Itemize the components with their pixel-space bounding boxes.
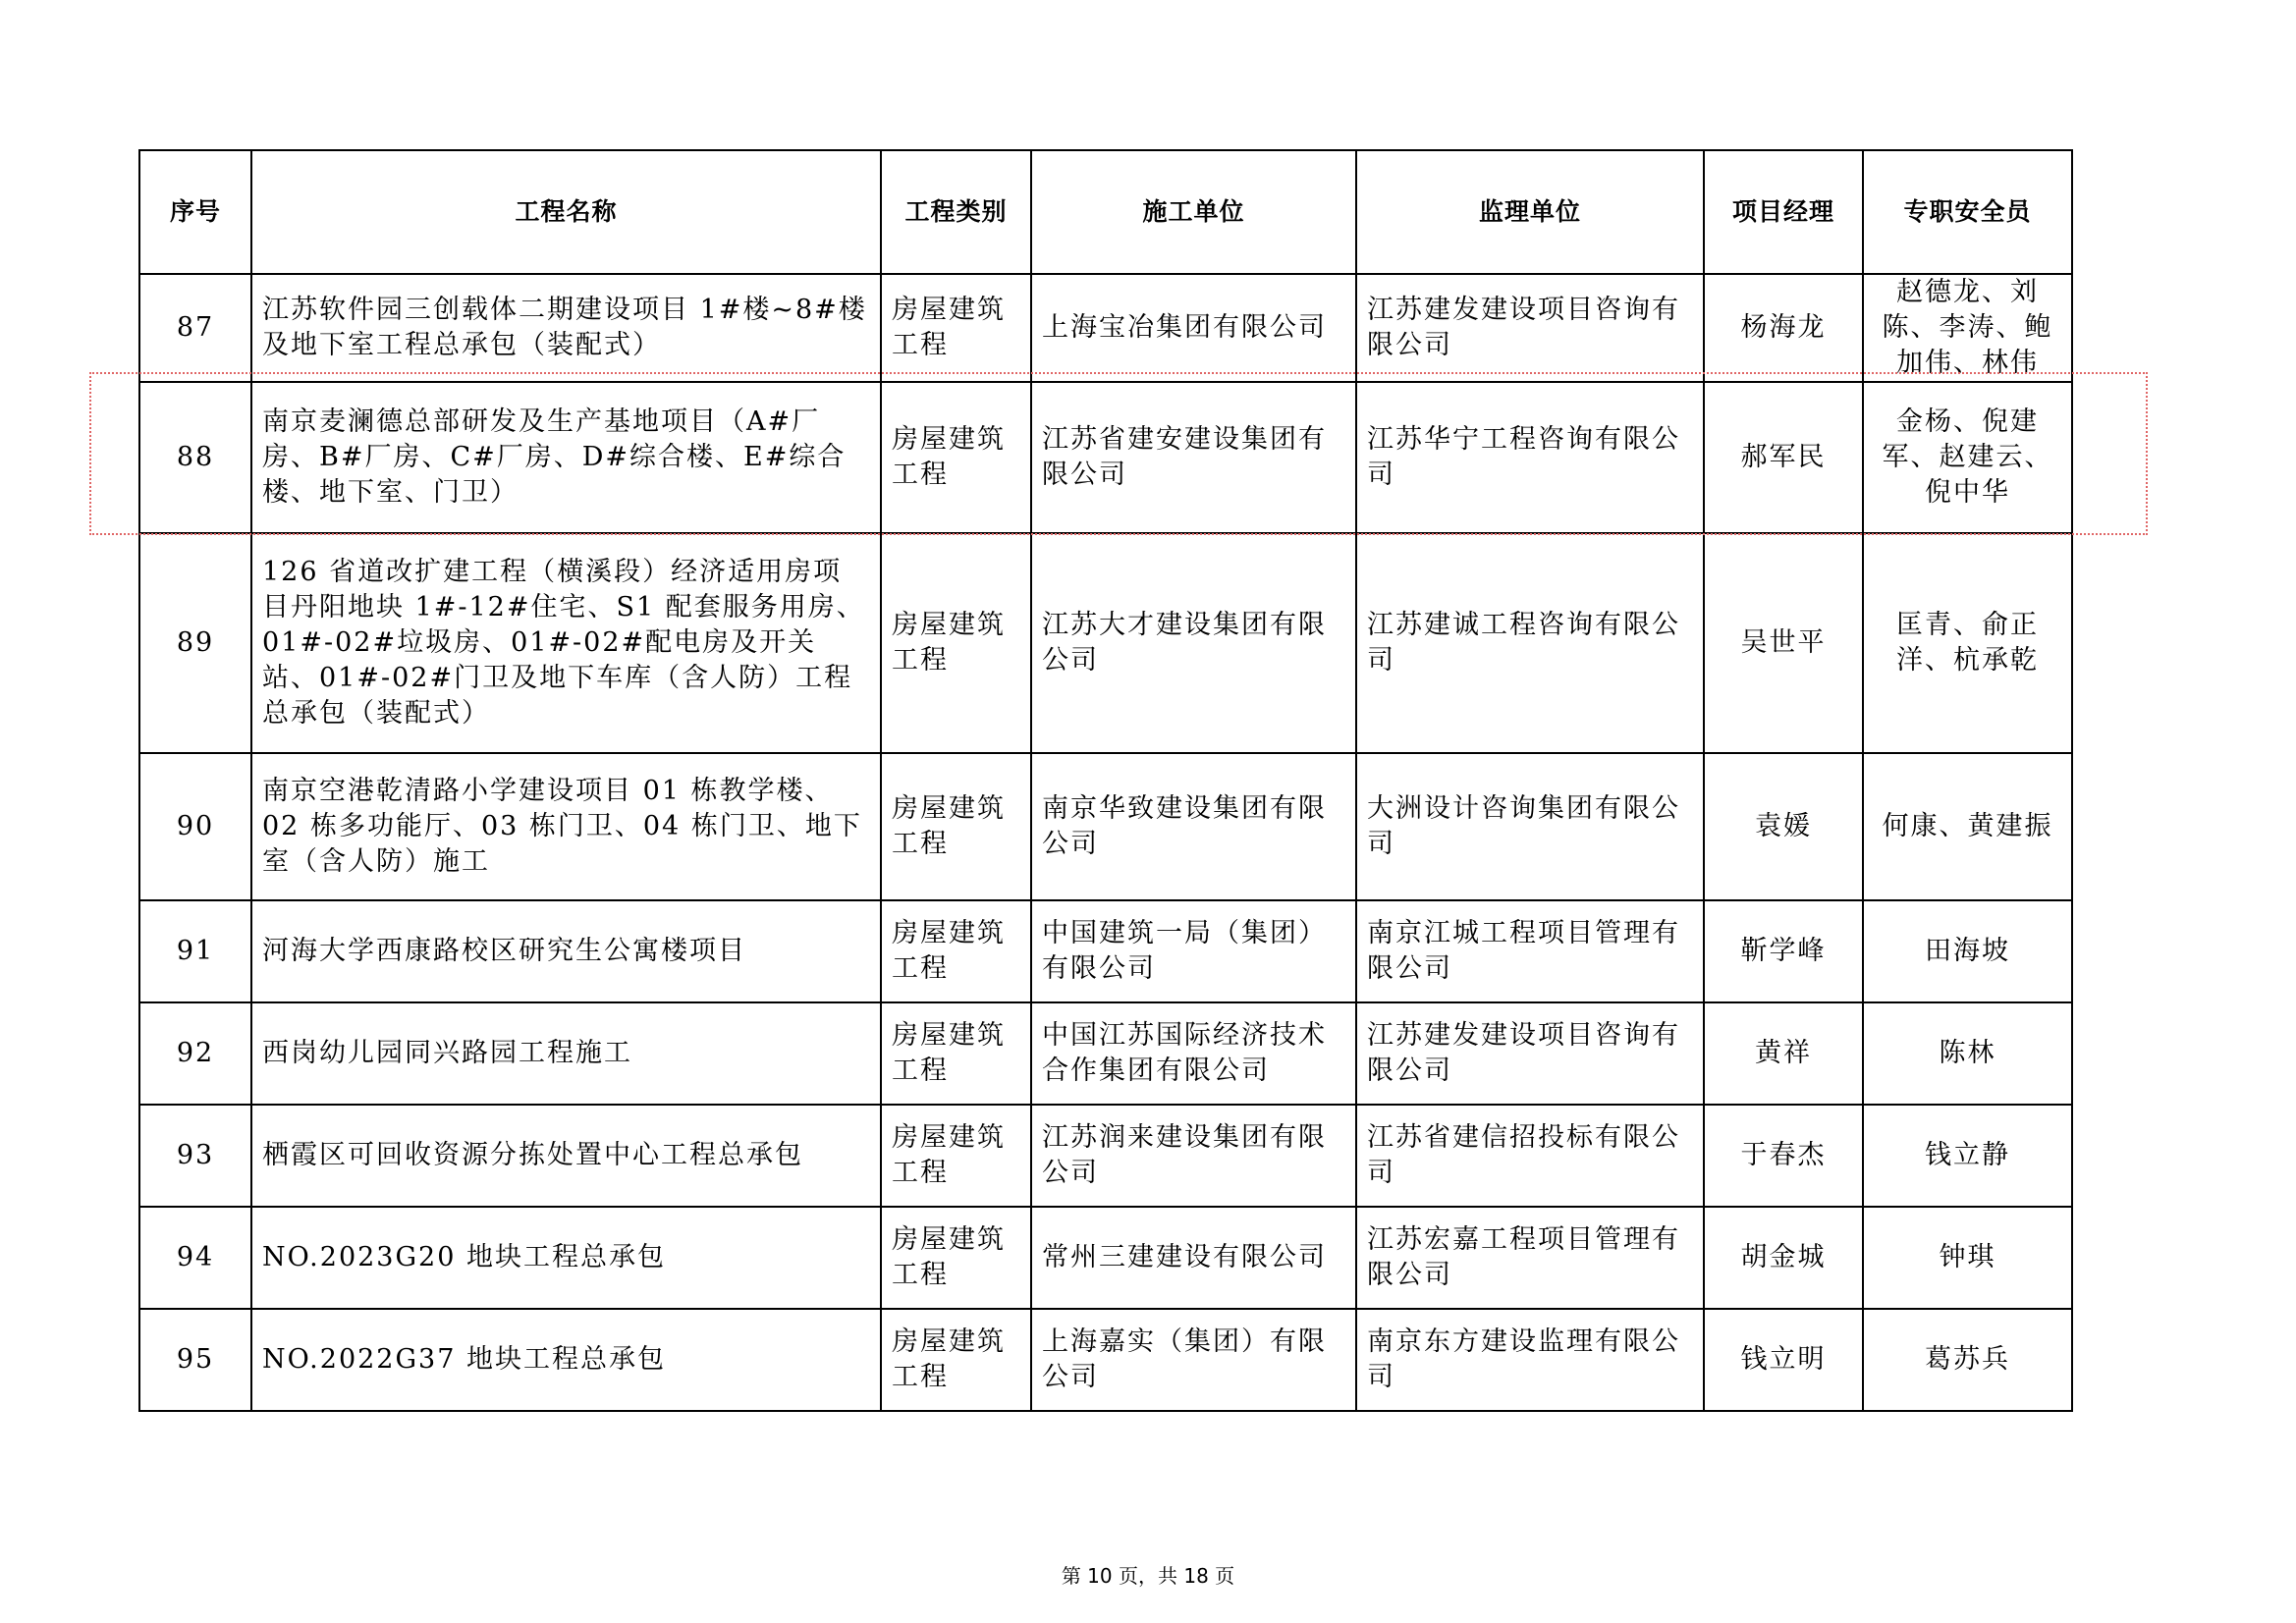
header-name: 工程名称 xyxy=(251,150,881,274)
page-footer: 第 10 页，共 18 页 xyxy=(1061,1564,1235,1588)
cell-supervisor: 江苏华宁工程咨询有限公司 xyxy=(1356,382,1704,533)
cell-type: 房屋建筑工程 xyxy=(881,533,1031,753)
cell-name: 江苏软件园三创载体二期建设项目 1#楼~8#楼及地下室工程总承包（装配式） xyxy=(251,274,881,382)
header-builder: 施工单位 xyxy=(1031,150,1356,274)
cell-manager: 吴世平 xyxy=(1704,533,1863,753)
cell-manager: 袁媛 xyxy=(1704,753,1863,900)
cell-builder: 中国建筑一局（集团）有限公司 xyxy=(1031,900,1356,1002)
cell-safety: 钱立静 xyxy=(1863,1105,2072,1207)
cell-no: 87 xyxy=(139,274,251,382)
cell-safety: 葛苏兵 xyxy=(1863,1309,2072,1411)
cell-no: 95 xyxy=(139,1309,251,1411)
cell-builder: 中国江苏国际经济技术合作集团有限公司 xyxy=(1031,1002,1356,1105)
cell-safety: 田海坡 xyxy=(1863,900,2072,1002)
cell-name: 西岗幼儿园同兴路园工程施工 xyxy=(251,1002,881,1105)
cell-no: 93 xyxy=(139,1105,251,1207)
cell-builder: 上海嘉实（集团）有限公司 xyxy=(1031,1309,1356,1411)
projects-table xyxy=(138,149,2073,1412)
table-row xyxy=(139,382,2072,533)
cell-builder: 南京华致建设集团有限公司 xyxy=(1031,753,1356,900)
cell-type: 房屋建筑工程 xyxy=(881,900,1031,1002)
cell-no: 89 xyxy=(139,533,251,753)
cell-type: 房屋建筑工程 xyxy=(881,1309,1031,1411)
cell-supervisor: 江苏宏嘉工程项目管理有限公司 xyxy=(1356,1207,1704,1309)
header-no: 序号 xyxy=(139,150,251,274)
cell-no: 92 xyxy=(139,1002,251,1105)
cell-supervisor: 江苏建发建设项目咨询有限公司 xyxy=(1356,274,1704,382)
table-header-row xyxy=(139,150,2072,274)
cell-name: 126 省道改扩建工程（横溪段）经济适用房项目丹阳地块 1#-12#住宅、S1 配套服务用房、01#-02#垃圾房、01#-02#配电房及开关站、01#-02#门卫及地下车库（含人防）工程总承包（装配式） xyxy=(251,533,881,753)
cell-type: 房屋建筑工程 xyxy=(881,1207,1031,1309)
cell-builder: 江苏润来建设集团有限公司 xyxy=(1031,1105,1356,1207)
table-row xyxy=(139,1207,2072,1309)
cell-supervisor: 南京江城工程项目管理有限公司 xyxy=(1356,900,1704,1002)
cell-manager: 钱立明 xyxy=(1704,1309,1863,1411)
cell-safety: 何康、黄建振 xyxy=(1863,753,2072,900)
cell-builder: 江苏省建安建设集团有限公司 xyxy=(1031,382,1356,533)
table-row xyxy=(139,1309,2072,1411)
cell-name: NO.2023G20 地块工程总承包 xyxy=(251,1207,881,1309)
header-safety: 专职安全员 xyxy=(1863,150,2072,274)
header-supervisor: 监理单位 xyxy=(1356,150,1704,274)
cell-name: 河海大学西康路校区研究生公寓楼项目 xyxy=(251,900,881,1002)
table-row xyxy=(139,533,2072,753)
cell-safety: 赵德龙、刘陈、李涛、鲍加伟、林伟 xyxy=(1863,274,2072,382)
cell-manager: 胡金城 xyxy=(1704,1207,1863,1309)
cell-manager: 于春杰 xyxy=(1704,1105,1863,1207)
cell-manager: 杨海龙 xyxy=(1704,274,1863,382)
header-type: 工程类别 xyxy=(881,150,1031,274)
cell-builder: 常州三建建设有限公司 xyxy=(1031,1207,1356,1309)
cell-no: 94 xyxy=(139,1207,251,1309)
cell-safety: 陈林 xyxy=(1863,1002,2072,1105)
cell-no: 91 xyxy=(139,900,251,1002)
cell-type: 房屋建筑工程 xyxy=(881,382,1031,533)
cell-type: 房屋建筑工程 xyxy=(881,753,1031,900)
cell-builder: 上海宝冶集团有限公司 xyxy=(1031,274,1356,382)
cell-type: 房屋建筑工程 xyxy=(881,274,1031,382)
cell-builder: 江苏大才建设集团有限公司 xyxy=(1031,533,1356,753)
cell-manager: 靳学峰 xyxy=(1704,900,1863,1002)
table-row xyxy=(139,1105,2072,1207)
cell-name: 南京麦澜德总部研发及生产基地项目（A#厂房、B#厂房、C#厂房、D#综合楼、E#综合楼、地下室、门卫） xyxy=(251,382,881,533)
cell-supervisor: 南京东方建设监理有限公司 xyxy=(1356,1309,1704,1411)
cell-supervisor: 江苏建发建设项目咨询有限公司 xyxy=(1356,1002,1704,1105)
cell-no: 88 xyxy=(139,382,251,533)
table-row xyxy=(139,900,2072,1002)
cell-safety: 金杨、倪建军、赵建云、倪中华 xyxy=(1863,382,2072,533)
cell-manager: 黄祥 xyxy=(1704,1002,1863,1105)
cell-name: NO.2022G37 地块工程总承包 xyxy=(251,1309,881,1411)
cell-no: 90 xyxy=(139,753,251,900)
cell-name: 南京空港乾清路小学建设项目 01 栋教学楼、02 栋多功能厅、03 栋门卫、04 栋门卫、地下室（含人防）施工 xyxy=(251,753,881,900)
cell-type: 房屋建筑工程 xyxy=(881,1105,1031,1207)
cell-manager: 郝军民 xyxy=(1704,382,1863,533)
cell-safety: 钟琪 xyxy=(1863,1207,2072,1309)
cell-supervisor: 大洲设计咨询集团有限公司 xyxy=(1356,753,1704,900)
cell-type: 房屋建筑工程 xyxy=(881,1002,1031,1105)
cell-supervisor: 江苏建诚工程咨询有限公司 xyxy=(1356,533,1704,753)
cell-safety: 匡青、俞正洋、杭承乾 xyxy=(1863,533,2072,753)
header-manager: 项目经理 xyxy=(1704,150,1863,274)
cell-name: 栖霞区可回收资源分拣处置中心工程总承包 xyxy=(251,1105,881,1207)
table-row xyxy=(139,1002,2072,1105)
table-row xyxy=(139,274,2072,382)
cell-supervisor: 江苏省建信招投标有限公司 xyxy=(1356,1105,1704,1207)
table-row xyxy=(139,753,2072,900)
